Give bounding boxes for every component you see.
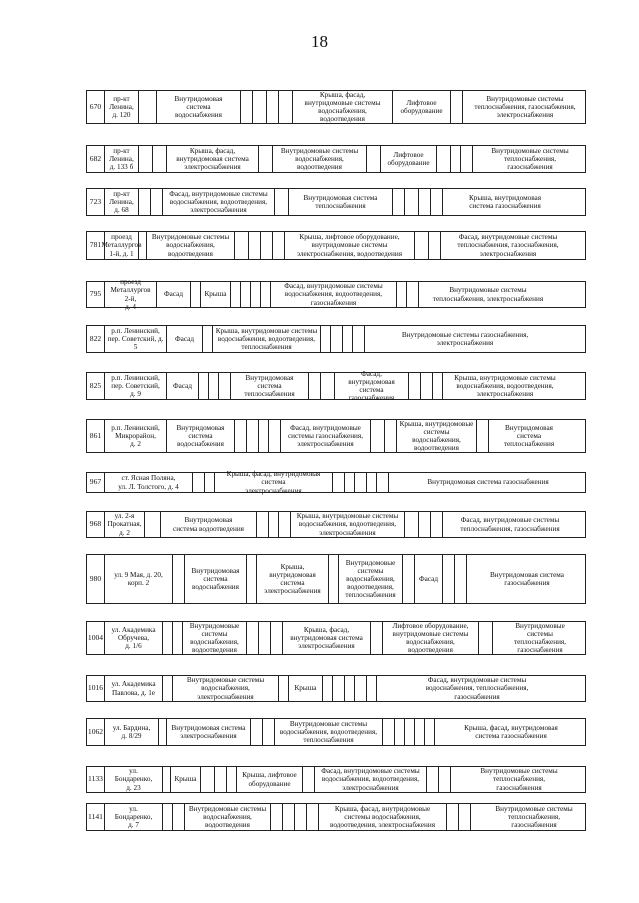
work-type-cell: Внутридомовая система водоснабжения — [167, 420, 235, 452]
address-cell: ул. Академика Павлова, д. 1е — [105, 676, 163, 701]
work-type-cell: Крыша, лифтовое оборудование — [237, 767, 303, 792]
address-cell: ст. Ясная Поляна, ул. Л. Толстого, д. 4 — [105, 473, 193, 492]
empty-cell — [231, 282, 241, 307]
work-type-cell: Внутридомовая система теплоснабжения — [289, 189, 393, 215]
work-type-cell: Внутридомовая система газоснабжения — [490, 570, 564, 587]
empty-cell — [139, 232, 147, 259]
work-type-cell: Внутридомовая система водоснабжения — [157, 91, 241, 123]
table-row — [86, 231, 586, 260]
empty-cell — [345, 676, 355, 701]
work-type-cell: Внутридомовые системы теплоснабжения, газоснабжения — [495, 804, 573, 830]
empty-cell — [203, 326, 213, 352]
work-type-cell: Внутридомовая система газоснабжения — [427, 478, 549, 487]
empty-cell — [409, 373, 421, 399]
empty-cell — [461, 146, 473, 172]
empty-cell — [215, 767, 227, 792]
empty-cell — [355, 473, 367, 492]
table-row — [86, 325, 586, 353]
empty-cell — [263, 719, 275, 745]
empty-cell — [307, 804, 319, 830]
empty-cell — [139, 189, 151, 215]
empty-cell — [241, 282, 251, 307]
empty-cell — [367, 473, 377, 492]
empty-cell — [407, 282, 419, 307]
work-type-cell: Фасад, внутридомовая система газоснабжения — [335, 373, 409, 399]
work-type-cell: Крыша — [201, 282, 231, 307]
work-type-cell: Внутридомовые системы водоснабжения, электроснабжения — [173, 676, 279, 701]
empty-cell — [405, 512, 419, 537]
address-cell: ул. Бондаренко, д. 7 — [105, 804, 163, 830]
empty-cell — [163, 767, 171, 792]
address-cell: р.п. Ленинский, пер. Советский, д. 9 — [105, 373, 167, 399]
empty-cell — [139, 146, 153, 172]
row-number-cell: 1016 — [87, 676, 105, 701]
address-cell: ул. 2-я Прокатная, д. 2 — [105, 512, 145, 537]
empty-cell — [271, 804, 283, 830]
empty-cell — [235, 420, 247, 452]
empty-cell — [247, 420, 259, 452]
empty-cell — [173, 622, 183, 654]
row-number-cell: 861 — [87, 420, 105, 452]
empty-cell — [443, 555, 455, 603]
empty-cell — [429, 232, 441, 259]
empty-cell — [199, 373, 209, 399]
empty-cell — [393, 189, 405, 215]
work-type-cell: Крыша — [289, 676, 323, 701]
work-type-cell: Внутридомовые системы газоснабжения, электроснабжения — [401, 330, 529, 347]
empty-cell — [269, 512, 279, 537]
empty-cell — [227, 767, 237, 792]
address-cell: р.п. Ленинский, Микрорайон, д. 2 — [105, 420, 167, 452]
empty-cell — [159, 719, 167, 745]
work-type-cell: Фасад, внутридомовые системы водоснабжения, водоотведения, электроснабжения — [315, 767, 427, 792]
empty-cell — [163, 804, 173, 830]
table-row — [86, 188, 586, 216]
work-type-cell: Фасад, внутридомовые системы теплоснабжения, газоснабжения, электроснабжения — [457, 233, 559, 258]
address-cell: ул. Академика Обручева, д. 1/6 — [105, 622, 163, 654]
empty-cell — [385, 420, 397, 452]
table-row — [86, 718, 586, 746]
empty-cell — [271, 622, 283, 654]
address-cell: ул. Бондаренко, д. 23 — [105, 767, 163, 792]
empty-cell — [345, 473, 355, 492]
work-type-cell: Внутридомовая система водоотведения — [161, 512, 257, 537]
work-type-cell: Внутридомовые системы водоснабжения, водоотведения — [183, 622, 247, 654]
row-number-cell: 1133 — [87, 767, 105, 792]
empty-cell — [329, 555, 339, 603]
empty-cell — [405, 189, 419, 215]
work-type-cell: Фасад, внутридомовые системы газоснабжения, электроснабжения — [281, 420, 371, 452]
empty-cell — [343, 326, 353, 352]
work-type-cell: Крыша, внутридомовая система электроснабжения — [257, 555, 329, 603]
table-row — [86, 419, 586, 453]
empty-cell — [333, 473, 345, 492]
work-type-cell: Внутридомовые системы теплоснабжения, газоснабжения, электроснабжения — [474, 94, 576, 120]
empty-cell — [251, 719, 263, 745]
work-type-cell: Крыша, внутридомовые системы водоснабжения, водоотведения, теплоснабжения — [213, 326, 321, 352]
empty-cell — [253, 91, 267, 123]
row-number-cell: 968 — [87, 512, 105, 537]
work-type-cell: Крыша, фасад, внутридомовые системы водоснабжения, водоотведения — [293, 91, 393, 123]
work-type-cell: Внутридомовые системы водоснабжения, водоотведения, теплоснабжения — [339, 555, 403, 603]
row-number-cell: 980 — [87, 555, 105, 603]
work-type-cell: Внутридомовая система теплоснабжения — [503, 423, 555, 449]
empty-cell — [279, 676, 289, 701]
table-row — [86, 675, 586, 702]
empty-cell — [279, 512, 291, 537]
empty-cell — [377, 473, 389, 492]
work-type-cell: Внутридомовая система водоснабжения — [185, 555, 247, 603]
work-type-cell: Лифтовое оборудование — [393, 91, 451, 123]
empty-cell — [259, 420, 269, 452]
empty-cell — [459, 804, 471, 830]
empty-cell — [173, 804, 185, 830]
row-number-cell: 1141 — [87, 804, 105, 830]
table-row — [86, 145, 586, 173]
table-row — [86, 766, 586, 793]
work-type-cell: Внутридомовые системы теплоснабжения, газоснабжения — [491, 146, 569, 172]
table-row — [86, 369, 586, 403]
table-row — [86, 472, 586, 493]
work-type-cell: Крыша, фасад, внутридомовая система электроснабжения — [283, 622, 371, 654]
empty-cell — [205, 473, 215, 492]
empty-cell — [355, 676, 367, 701]
empty-cell — [321, 373, 335, 399]
empty-cell — [455, 555, 467, 603]
work-type-cell: Фасад — [157, 282, 191, 307]
work-type-cell: Внутридомовые системы водоснабжения, водоотведения — [273, 146, 367, 172]
table-row — [86, 621, 586, 655]
empty-cell — [451, 146, 461, 172]
work-type-cell: Крыша, внутридомовые системы водоснабжения, водоотведения, электроснабжения — [454, 373, 556, 399]
empty-cell — [477, 420, 489, 452]
empty-cell — [383, 719, 395, 745]
empty-cell — [479, 622, 493, 654]
row-number-cell: 781 — [87, 232, 105, 259]
address-cell: проезд Металлургов 2-й, д. 4 — [105, 282, 157, 307]
empty-cell — [353, 326, 365, 352]
work-type-cell: Внутридомовые системы теплоснабжения, электроснабжения — [432, 286, 544, 303]
work-type-cell: Внутридомовые системы теплоснабжения, газоснабжения — [480, 767, 558, 792]
row-number-cell: 822 — [87, 326, 105, 352]
work-type-cell: Внутридомовая система электроснабжения — [167, 719, 251, 745]
row-number-cell: 723 — [87, 189, 105, 215]
empty-cell — [139, 91, 157, 123]
empty-cell — [219, 373, 231, 399]
empty-cell — [371, 622, 383, 654]
empty-cell — [275, 189, 289, 215]
empty-cell — [173, 555, 185, 603]
address-cell: ул. 9 Мая, д. 20, корп. 2 — [105, 555, 173, 603]
empty-cell — [267, 91, 279, 123]
empty-cell — [439, 767, 451, 792]
work-type-cell: Крыша, внутридомовые системы водоснабжения, водоотведения — [397, 420, 477, 452]
empty-cell — [163, 622, 173, 654]
empty-cell — [193, 473, 205, 492]
work-type-cell: Крыша, внутридомовые системы водоснабжения, водоотведения, электроснабжения — [291, 512, 405, 537]
address-cell: пр-кт Ленина, д. 120 — [105, 91, 139, 123]
table-row — [86, 90, 586, 124]
empty-cell — [321, 326, 331, 352]
empty-cell — [235, 232, 249, 259]
work-type-cell: Крыша, внутридомовая система газоснабжения — [468, 193, 542, 210]
work-type-cell: Внутридомовые системы водоснабжения, водоотведения, теплоснабжения — [275, 719, 383, 745]
empty-cell — [419, 512, 431, 537]
empty-cell — [331, 326, 343, 352]
empty-cell — [447, 804, 459, 830]
empty-cell — [151, 189, 163, 215]
address-cell: ул. Бардина, д. 8/29 — [105, 719, 159, 745]
empty-cell — [415, 719, 425, 745]
table-row — [86, 511, 586, 538]
empty-cell — [191, 282, 201, 307]
row-number-cell: 670 — [87, 91, 105, 123]
empty-cell — [201, 767, 215, 792]
work-type-cell: Крыша, лифтовое оборудование, внутридомовые системы электроснабжения, водоотведения — [285, 232, 415, 259]
address-cell: р.п. Ленинский, пер. Советский, д. 5 — [105, 326, 167, 352]
empty-cell — [241, 91, 253, 123]
empty-cell — [397, 282, 407, 307]
empty-cell — [153, 146, 167, 172]
empty-cell — [247, 555, 257, 603]
table-row — [86, 278, 586, 311]
row-number-cell: 825 — [87, 373, 105, 399]
empty-cell — [405, 719, 415, 745]
work-type-cell: Крыша, фасад, внутридомовая система газоснабжения — [464, 723, 558, 740]
empty-cell — [419, 189, 431, 215]
empty-cell — [451, 91, 463, 123]
empty-cell — [431, 512, 443, 537]
empty-cell — [261, 282, 271, 307]
table-row — [86, 554, 586, 604]
table-row — [86, 803, 586, 831]
empty-cell — [163, 676, 173, 701]
row-number-cell: 795 — [87, 282, 105, 307]
work-type-cell: Фасад — [415, 555, 443, 603]
empty-cell — [283, 804, 295, 830]
work-type-cell: Крыша, фасад, внутридомовая система электроснабжения — [167, 146, 259, 172]
empty-cell — [433, 373, 443, 399]
empty-cell — [323, 676, 333, 701]
empty-cell — [403, 555, 415, 603]
empty-cell — [371, 420, 385, 452]
empty-cell — [261, 232, 273, 259]
work-type-cell: Фасад, внутридомовые системы теплоснабжения, газоснабжения — [460, 516, 560, 533]
work-type-cell: Лифтовое оборудование — [381, 146, 437, 172]
empty-cell — [273, 232, 285, 259]
work-type-cell: Внутридомовые системы теплоснабжения, газоснабжения — [513, 621, 567, 655]
empty-cell — [431, 189, 443, 215]
empty-cell — [295, 804, 307, 830]
row-number-cell: 967 — [87, 473, 105, 492]
page-number: 18 — [311, 32, 328, 51]
row-number-cell: 1004 — [87, 622, 105, 654]
empty-cell — [425, 719, 435, 745]
work-type-cell: Фасад — [167, 326, 203, 352]
empty-cell — [145, 512, 161, 537]
work-type-cell: Фасад, внутридомовые системы водоснабжения, теплоснабжения, газоснабжения — [425, 676, 529, 701]
address-cell: проезд Металлургов 1-й, д. 1 — [101, 233, 142, 258]
empty-cell — [251, 282, 261, 307]
address-cell: пр-кт Ленина, д. 68 — [105, 189, 139, 215]
empty-cell — [421, 373, 433, 399]
empty-cell — [367, 146, 381, 172]
work-type-cell: Фасад, внутридомовые системы водоснабжения, водоотведения, газоснабжения — [271, 282, 397, 307]
work-type-cell: Крыша, фасад, внутридомовая система электроснабжения — [215, 473, 333, 492]
empty-cell — [309, 373, 321, 399]
work-type-cell: Лифтовое оборудование, внутридомовые системы водоснабжения, водоотведения — [383, 622, 479, 654]
empty-cell — [395, 719, 405, 745]
empty-cell — [367, 676, 377, 701]
empty-cell — [279, 91, 293, 123]
empty-cell — [259, 622, 271, 654]
empty-cell — [269, 420, 281, 452]
work-type-cell: Внутридомовые системы водоснабжения, водоотведения — [185, 804, 271, 830]
work-type-cell: Крыша, фасад, внутридомовые системы водоснабжения, водоотведения, электроснабжения — [319, 804, 447, 830]
empty-cell — [427, 767, 439, 792]
empty-cell — [249, 232, 261, 259]
empty-cell — [257, 512, 269, 537]
address-cell: пр-кт Ленина, д. 133 б — [105, 146, 139, 172]
work-type-cell: Фасад, внутридомовые системы водоснабжения, водоотведения, электроснабжения — [163, 189, 275, 215]
work-type-cell: Внутридомовая система теплоснабжения — [231, 373, 309, 399]
empty-cell — [209, 373, 219, 399]
empty-cell — [247, 622, 259, 654]
empty-cell — [259, 146, 273, 172]
row-number-cell: 1062 — [87, 719, 105, 745]
empty-cell — [303, 767, 315, 792]
empty-cell — [437, 146, 451, 172]
row-number-cell: 682 — [87, 146, 105, 172]
work-type-cell: Крыша — [171, 767, 201, 792]
work-type-cell: Внутридомовые системы водоснабжения, водоотведения — [147, 232, 235, 259]
empty-cell — [415, 232, 429, 259]
work-type-cell: Фасад — [167, 373, 199, 399]
empty-cell — [333, 676, 345, 701]
